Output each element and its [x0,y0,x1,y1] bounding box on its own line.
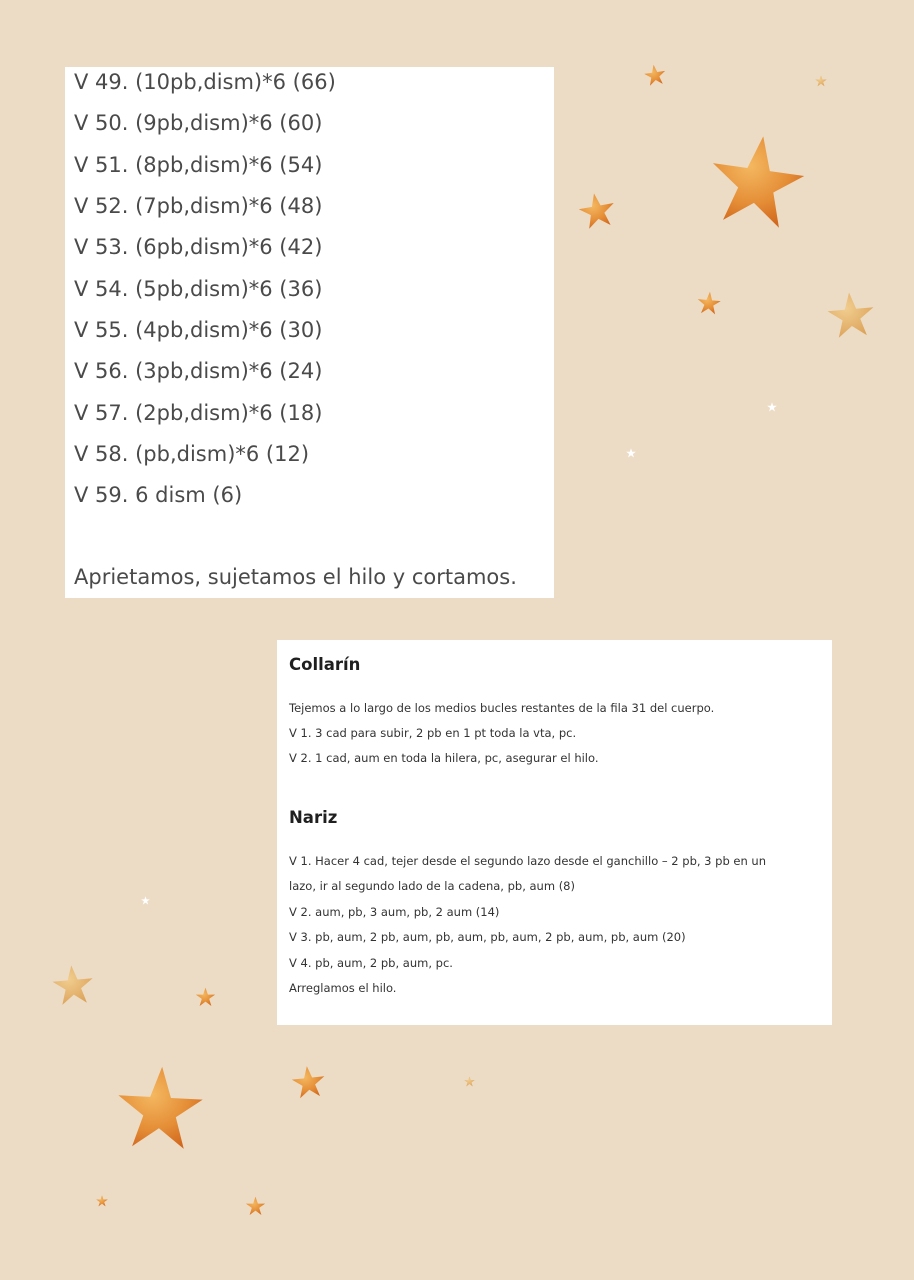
star-icon [96,1195,108,1207]
collarin-line: Tejemos a lo largo de los medios bucles restantes de la fila 31 del cuerpo. [289,701,715,715]
sparkle-icon [767,402,777,412]
nariz-line: V 1. Hacer 4 cad, tejer desde el segundo lazo desde el ganchillo – 2 pb, 3 pb en un [289,854,767,868]
star-icon [289,1063,327,1100]
round-line: V 49. (10pb,dism)*6 (66) [74,70,336,94]
nariz-line: lazo, ir al segundo lado de la cadena, pb, aum (8) [289,879,575,893]
sparkle-icon [626,448,636,458]
round-line: V 58. (pb,dism)*6 (12) [74,442,310,466]
rounds-panel [65,67,554,598]
round-line: V 56. (3pb,dism)*6 (24) [74,359,323,383]
round-line: V 54. (5pb,dism)*6 (36) [74,277,323,301]
pattern-panel [277,640,832,1025]
collarin-title: Collarín [289,655,361,674]
nariz-line: V 4. pb, aum, 2 pb, aum, pc. [289,956,453,970]
star-icon [464,1076,475,1087]
nariz-title: Nariz [289,808,338,827]
sparkle-icon [141,896,150,905]
star-icon [48,962,97,1008]
round-line: V 52. (7pb,dism)*6 (48) [74,194,323,218]
round-line: V 55. (4pb,dism)*6 (30) [74,318,323,342]
star-icon [824,289,878,341]
collarin-line: V 1. 3 cad para subir, 2 pb en 1 pt toda la vta, pc. [289,726,577,740]
star-icon [195,987,216,1007]
star-icon [642,62,669,87]
star-icon [696,290,722,316]
star-icon [575,189,619,232]
star-icon [245,1196,266,1216]
round-line: V 57. (2pb,dism)*6 (18) [74,401,323,425]
round-line: V 53. (6pb,dism)*6 (42) [74,235,323,259]
star-icon [815,75,827,87]
round-line: V 50. (9pb,dism)*6 (60) [74,111,323,135]
round-line: V 51. (8pb,dism)*6 (54) [74,153,323,177]
star-icon [112,1062,208,1155]
star-icon [701,127,813,236]
nariz-line: V 2. aum, pb, 3 aum, pb, 2 aum (14) [289,905,500,919]
nariz-line: Arreglamos el hilo. [289,981,397,995]
collarin-line: V 2. 1 cad, aum en toda la hilera, pc, asegurar el hilo. [289,751,599,765]
round-line: V 59. 6 dism (6) [74,483,243,507]
closing-note: Aprietamos, sujetamos el hilo y cortamos. [74,565,517,589]
nariz-line: V 3. pb, aum, 2 pb, aum, pb, aum, pb, aum, 2 pb, aum, pb, aum (20) [289,930,686,944]
